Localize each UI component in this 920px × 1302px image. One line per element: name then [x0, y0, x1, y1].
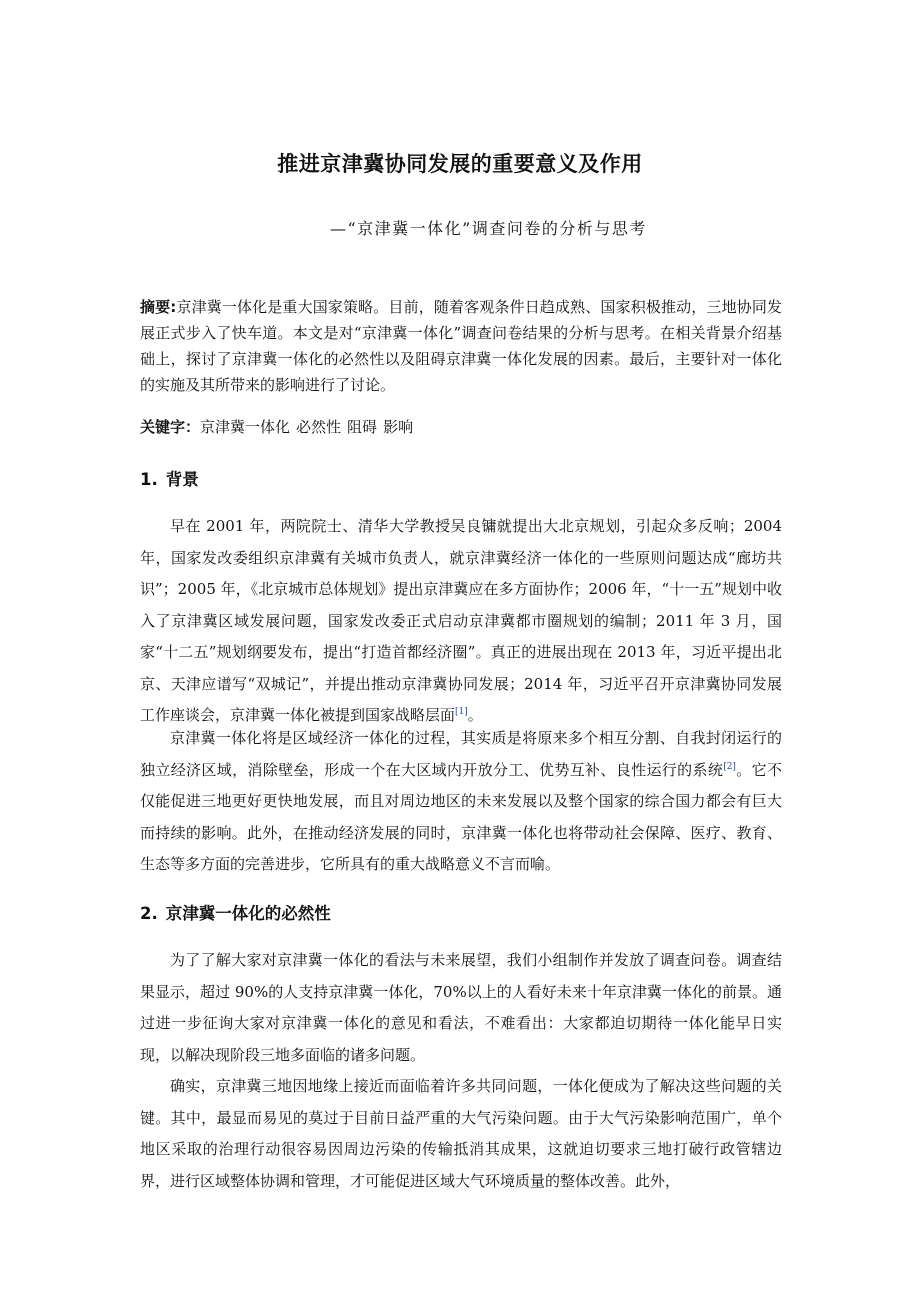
keywords: [140, 414, 782, 440]
paragraph-text: 确实，京津冀三地因地缘上接近而面临着许多共同问题，一体化便成为了解决这些问题的关键。其中，最显而易见的莫过于目前日益严重的大气污染问题。由于大气污染影响范围广，单个地区采取的治理行动很容易因周边污染的传输抵消其成果，这就迫切要求三地打破行政管辖边界，进行区域整体协调和管理，才可能促进区域大气环境质量的整体改善。此外，: [140, 1077, 782, 1190]
paragraph: [140, 1071, 782, 1197]
abstract: [140, 294, 782, 398]
paragraph-text: 。: [467, 706, 483, 724]
keywords-label: 关键字：: [140, 418, 201, 436]
keyword: 必然性: [296, 418, 342, 436]
paragraph-text: 。它不仅能促进三地更好更快地发展，而且对周边地区的未来发展以及整个国家的综合国力都会有巨大而持续的影响。此外，在推动经济发展的同时，京津冀一体化也将带动社会保障、医疗、教育、生态等多方面的完善进步，它所具有的重大战略意义不言而喻。: [140, 760, 782, 873]
section-number: 2.: [140, 904, 158, 923]
paragraph-text: 为了了解大家对京津冀一体化的看法与未来展望，我们小组制作并发放了调查问卷。调查结果显示，超过 90%的人支持京津冀一体化，70%以上的人看好未来十年京津冀一体化的前景。通过进一步征询大家对京津冀一体化的意见和看法，不难看出：大家都迫切期待一体化能早日实现，以解决现阶段三地多面临的诸多问题。: [140, 951, 782, 1064]
paragraph: [140, 511, 782, 732]
section-heading: [140, 900, 331, 924]
paper-subtitle: —“京津冀一体化”调查问卷的分析与思考: [330, 219, 647, 238]
citation-link[interactable]: [2]: [723, 761, 736, 772]
section-number: 1.: [140, 470, 158, 489]
section-title: 京津冀一体化的必然性: [165, 904, 331, 923]
paragraph-text: 早在 2001 年，两院院士、清华大学教授吴良镛就提出大北京规划，引起众多反响；2004 年，国家发改委组织京津冀有关城市负责人，就京津冀经济一体化的一些原则问题达成“廊坊共识”；2005 年，《北京城市总体规划》提出京津冀应在多方面协作；2006 年，“十一五”规划中收入了京津冀区域发展问题，国家发改委正式启动京津冀都市圈规划的编制；2011 年 3 月，国家“十二五”规划纲要发布，提出“打造首都经济圈”。真正的进展出现在 2013 年，习近平提出北京、天津应谱写“双城记”，并提出推动京津冀协同发展；2014 年，习近平召开京津冀协同发展工作座谈会，京津冀一体化被提到国家战略层面: [140, 517, 782, 724]
abstract-text: 京津冀一体化是重大国家策略。目前，随着客观条件日趋成熟、国家积极推动，三地协同发展正式步入了快车道。本文是对“京津冀一体化”调查问卷结果的分析与思考。在相关背景介绍基础上，探讨了京津冀一体化的必然性以及阻碍京津冀一体化发展的因素。最后，主要针对一体化的实施及其所带来的影响进行了讨论。: [140, 298, 783, 394]
paragraph-text: 京津冀一体化将是区域经济一体化的过程，其实质是将原来多个相互分割、自我封闭运行的独立经济区域，消除壁垒，形成一个在大区域内开放分工、优势互补、良性运行的系统: [140, 729, 782, 779]
paragraph: [140, 723, 782, 881]
abstract-label: 摘要:: [140, 298, 177, 316]
keyword: 影响: [383, 418, 414, 436]
section-heading: [140, 466, 199, 490]
keyword: 京津冀一体化: [200, 418, 291, 436]
citation-link[interactable]: [1]: [455, 707, 468, 717]
keyword: 阻碍: [347, 418, 378, 436]
section-title: 背景: [165, 470, 199, 489]
paragraph: [140, 945, 782, 1071]
paper-title: 推进京津冀协同发展的重要意义及作用: [277, 152, 643, 176]
